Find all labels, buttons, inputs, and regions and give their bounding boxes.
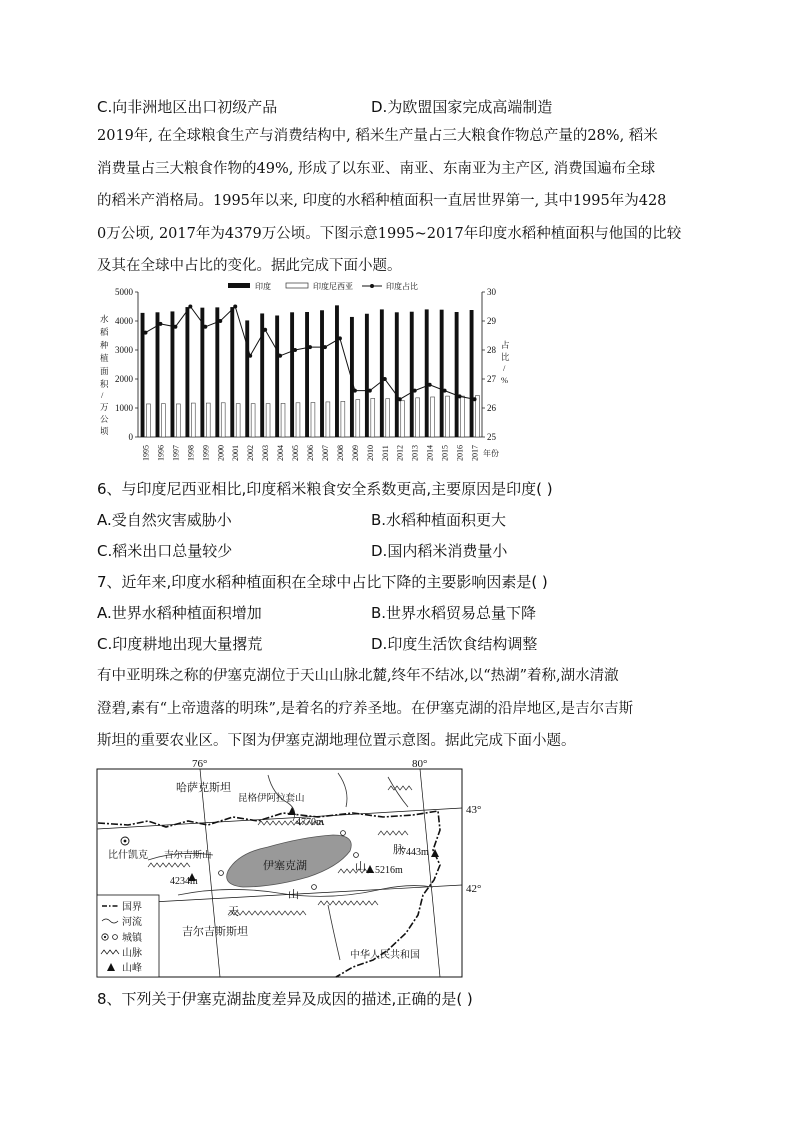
bar-india — [470, 310, 474, 437]
bar-indonesia — [146, 404, 150, 437]
svg-text:顷: 顷 — [100, 426, 109, 436]
peak-west-name: 吉尔吉斯山 — [164, 851, 212, 861]
share-point — [158, 322, 162, 326]
legend-label-indonesia: 印度尼西亚 — [313, 282, 353, 291]
label-kyrgyzstan: 吉尔吉斯斯坦 — [182, 926, 248, 938]
label-kazakhstan: 哈萨克斯坦 — [176, 782, 231, 794]
share-point — [308, 345, 312, 349]
q7-option-b: B.世界水稻贸易总量下降 — [371, 604, 537, 622]
x-tick-label: 2008 — [335, 445, 345, 461]
x-tick-label: 2013 — [410, 445, 420, 461]
passage-line: 的稻米产消格局。1995年以来, 印度的水稻种植面积一直居世界第一, 其中1995年为428 — [97, 193, 667, 209]
passage-issyk-kul — [97, 660, 701, 758]
svg-text:水: 水 — [100, 314, 109, 324]
bar-india — [380, 309, 384, 437]
share-point — [263, 328, 267, 332]
share-point — [368, 389, 372, 393]
x-tick-label: 2002 — [246, 445, 256, 461]
x-tick-label: 2015 — [440, 445, 450, 461]
share-point — [398, 397, 402, 401]
passage-line: 0万公顷, 2017年为4379万公顷。下图示意1995~2017年印度水稻种植面积与他国的比较 — [97, 225, 682, 242]
x-tick-label: 1999 — [201, 445, 211, 461]
option-d: D.为欧盟国家完成高端制造 — [371, 98, 553, 116]
share-point — [233, 305, 237, 309]
bar-indonesia — [281, 403, 285, 437]
label-mai: 脉 — [393, 844, 404, 856]
bar-indonesia — [296, 403, 300, 437]
share-point — [248, 354, 252, 358]
bar-indonesia — [266, 404, 270, 437]
bar-indonesia — [176, 404, 180, 437]
label-china: 中华人民共和国 — [350, 950, 420, 961]
x-tick-label: 2007 — [320, 445, 330, 461]
share-point — [353, 389, 357, 393]
bar-indonesia — [356, 400, 360, 437]
x-tick-label: 2009 — [350, 445, 360, 461]
q7-option-d: D.印度生活饮食结构调整 — [371, 635, 538, 653]
x-tick-label: 1997 — [171, 445, 181, 461]
share-point — [428, 383, 432, 387]
q6-option-d: D.国内稻米消费量小 — [371, 542, 508, 560]
bar-india — [275, 315, 279, 437]
share-point — [203, 325, 207, 329]
bar-indonesia — [326, 402, 330, 437]
peak-north-name: 昆格伊阿拉套山 — [238, 794, 305, 804]
svg-text:面: 面 — [100, 366, 109, 376]
left-tick-label: 1000 — [115, 403, 133, 413]
share-point — [188, 305, 192, 309]
svg-text:种: 种 — [100, 340, 109, 350]
legend-swatch-india — [228, 283, 250, 288]
x-tick-label: 2017 — [470, 445, 480, 461]
right-tick-label: 26 — [487, 403, 496, 413]
label-tian: 天 — [228, 906, 239, 918]
legend-peak: 山峰 — [122, 963, 142, 974]
legend-label-share: 印度占比 — [386, 282, 418, 291]
bar-indonesia — [236, 404, 240, 437]
svg-text:植: 植 — [100, 353, 109, 363]
share-point — [338, 336, 342, 340]
passage-line: 消费量占三大粮食作物的49%, 形成了以东亚、南亚、东南亚为主产区, 消费国遍布全球 — [97, 160, 656, 177]
share-point — [293, 348, 297, 352]
peak-north-elev: 4770m — [296, 817, 324, 828]
bar-indonesia — [206, 403, 210, 437]
x-tick-label: 1995 — [141, 445, 151, 461]
bar-indonesia — [386, 399, 390, 437]
legend-swatch-indonesia — [286, 283, 308, 288]
x-tick-label: 2010 — [365, 445, 375, 461]
svg-text:/: / — [101, 390, 104, 400]
svg-text:公: 公 — [100, 414, 109, 424]
bar-india — [455, 312, 459, 437]
bar-india — [425, 309, 429, 437]
bar-indonesia — [416, 398, 420, 437]
bar-indonesia — [431, 397, 435, 437]
q6-option-a: A.受自然灾害威胁小 — [97, 511, 232, 529]
bar-indonesia — [461, 396, 465, 437]
lat-label-43: 43° — [466, 804, 482, 816]
bar-indonesia — [161, 404, 165, 437]
bar-india — [320, 310, 324, 437]
bar-india — [230, 307, 234, 437]
share-point — [383, 377, 387, 381]
svg-text:积: 积 — [100, 379, 109, 389]
q6-option-b: B.水稻种植面积更大 — [371, 511, 507, 529]
svg-text:比: 比 — [501, 352, 510, 362]
issyk-kul-map — [88, 755, 498, 985]
bar-indonesia — [476, 396, 480, 437]
x-tick-label: 2001 — [231, 445, 241, 461]
lon-label-80: 80° — [412, 758, 428, 770]
left-tick-label: 0 — [128, 432, 133, 442]
svg-text:占: 占 — [501, 340, 510, 350]
bar-indonesia — [221, 403, 225, 437]
legend-city-symbol-dot — [104, 936, 106, 938]
x-tick-label: 2006 — [306, 445, 315, 461]
x-tick-label: 2005 — [291, 445, 301, 461]
option-c: C.向非洲地区出口初级产品 — [97, 98, 278, 116]
x-tick-label: 2011 — [380, 445, 390, 461]
bar-india — [440, 310, 444, 437]
q7-option-a: A.世界水稻种植面积增加 — [97, 604, 262, 622]
x-tick-label: 2014 — [425, 445, 435, 461]
legend-label-india: 印度 — [255, 282, 271, 291]
bar-india — [245, 320, 249, 437]
bar-indonesia — [191, 403, 195, 437]
peak-west-elev: 4234m — [170, 876, 198, 887]
share-point — [443, 389, 447, 393]
right-tick-label: 25 — [487, 432, 496, 442]
passage-line: 斯坦的重要农业区。下图为伊塞克湖地理位置示意图。据此完成下面小题。 — [97, 733, 576, 749]
legend-swatch-share-dot — [370, 284, 374, 288]
label-shan: 山 — [288, 889, 299, 901]
bar-india — [185, 307, 189, 437]
bar-indonesia — [371, 398, 375, 437]
bar-indonesia — [251, 404, 255, 437]
q6-option-c: C.稻米出口总量较少 — [97, 542, 233, 560]
x-axis-label: 年份 — [483, 449, 499, 458]
svg-text:/: / — [503, 363, 506, 373]
right-tick-label: 28 — [487, 345, 496, 355]
x-tick-label: 1996 — [156, 445, 166, 461]
chart-legend — [228, 281, 418, 291]
share-point — [458, 394, 462, 398]
bar-india — [290, 312, 294, 437]
bar-indonesia — [401, 401, 405, 437]
bar-india — [215, 307, 219, 437]
right-axis-label — [501, 340, 510, 385]
passage-rice — [97, 120, 701, 283]
left-axis-label — [100, 314, 109, 436]
rice-area-chart — [90, 280, 510, 465]
legend-border: 国界 — [122, 902, 142, 913]
share-point — [473, 397, 477, 401]
lon-label-76: 76° — [192, 758, 208, 770]
bar-indonesia — [446, 396, 450, 437]
passage-line: 澄碧,素有“上帝遗落的明珠”,是着名的疗养圣地。在伊塞克湖的沿岸地区,是吉尔吉斯 — [97, 700, 634, 717]
legend-range: 山脉 — [122, 948, 142, 959]
left-tick-label: 4000 — [115, 316, 133, 326]
share-point — [413, 389, 417, 393]
question-6: 6、与印度尼西亚相比,印度稻米粮食安全系数更高,主要原因是印度( ) — [97, 480, 553, 498]
legend-river: 河流 — [122, 917, 142, 928]
right-tick-label: 29 — [487, 316, 496, 326]
question-7: 7、近年来,印度水稻种植面积在全球中占比下降的主要影响因素是( ) — [97, 573, 548, 591]
x-tick-label: 2000 — [216, 445, 226, 461]
share-point — [323, 345, 327, 349]
share-point — [143, 331, 147, 335]
question-8: 8、下列关于伊塞克湖盐度差异及成因的描述,正确的是( ) — [97, 990, 473, 1008]
left-tick-label: 2000 — [115, 374, 133, 384]
lake-label: 伊塞克湖 — [263, 860, 307, 872]
passage-line: 有中亚明珠之称的伊塞克湖位于天山山脉北麓,终年不结冰,以“热湖”着称,湖水清澈 — [97, 668, 619, 684]
share-point — [278, 354, 282, 358]
city-bishkek-dot — [124, 840, 127, 843]
right-tick-label: 27 — [487, 374, 496, 384]
left-tick-label: 3000 — [115, 345, 133, 355]
x-tick-label: 2012 — [395, 445, 405, 461]
city-label-bishkek: 比什凯克 — [108, 850, 148, 861]
lat-label-42: 42° — [466, 883, 482, 895]
x-tick-label: 2004 — [276, 445, 286, 461]
left-tick-label: 5000 — [115, 287, 133, 297]
legend-town: 城镇 — [122, 933, 142, 944]
share-point — [173, 325, 177, 329]
right-tick-label: 30 — [487, 287, 496, 297]
svg-text:%: % — [501, 375, 509, 385]
x-tick-label: 1998 — [186, 445, 196, 461]
svg-text:万: 万 — [100, 402, 109, 412]
bar-india — [335, 305, 339, 437]
bar-india — [410, 312, 414, 437]
bar-india — [395, 312, 399, 437]
bar-india — [365, 314, 369, 437]
bar-india — [171, 311, 175, 437]
passage-line: 及其在全球中占比的变化。据此完成下面小题。 — [97, 258, 402, 274]
share-point — [218, 319, 222, 323]
x-tick-label: 2016 — [455, 445, 465, 461]
x-tick-label: 2003 — [261, 445, 271, 461]
q7-option-c: C.印度耕地出现大量撂荒 — [97, 635, 263, 653]
bar-india — [156, 312, 160, 437]
bar-indonesia — [311, 402, 315, 437]
peak-mid-elev: 5216m — [375, 865, 403, 876]
bar-india — [305, 312, 309, 437]
peak-east-elev: 7443m — [401, 847, 429, 858]
svg-text:稻: 稻 — [100, 327, 109, 337]
label-shan2: 山 — [355, 861, 366, 873]
passage-line: 2019年, 在全球粮食生产与消费结构中, 稻米生产量占三大粮食作物总产量的28%, 稻米 — [97, 128, 658, 144]
bar-indonesia — [341, 401, 345, 437]
